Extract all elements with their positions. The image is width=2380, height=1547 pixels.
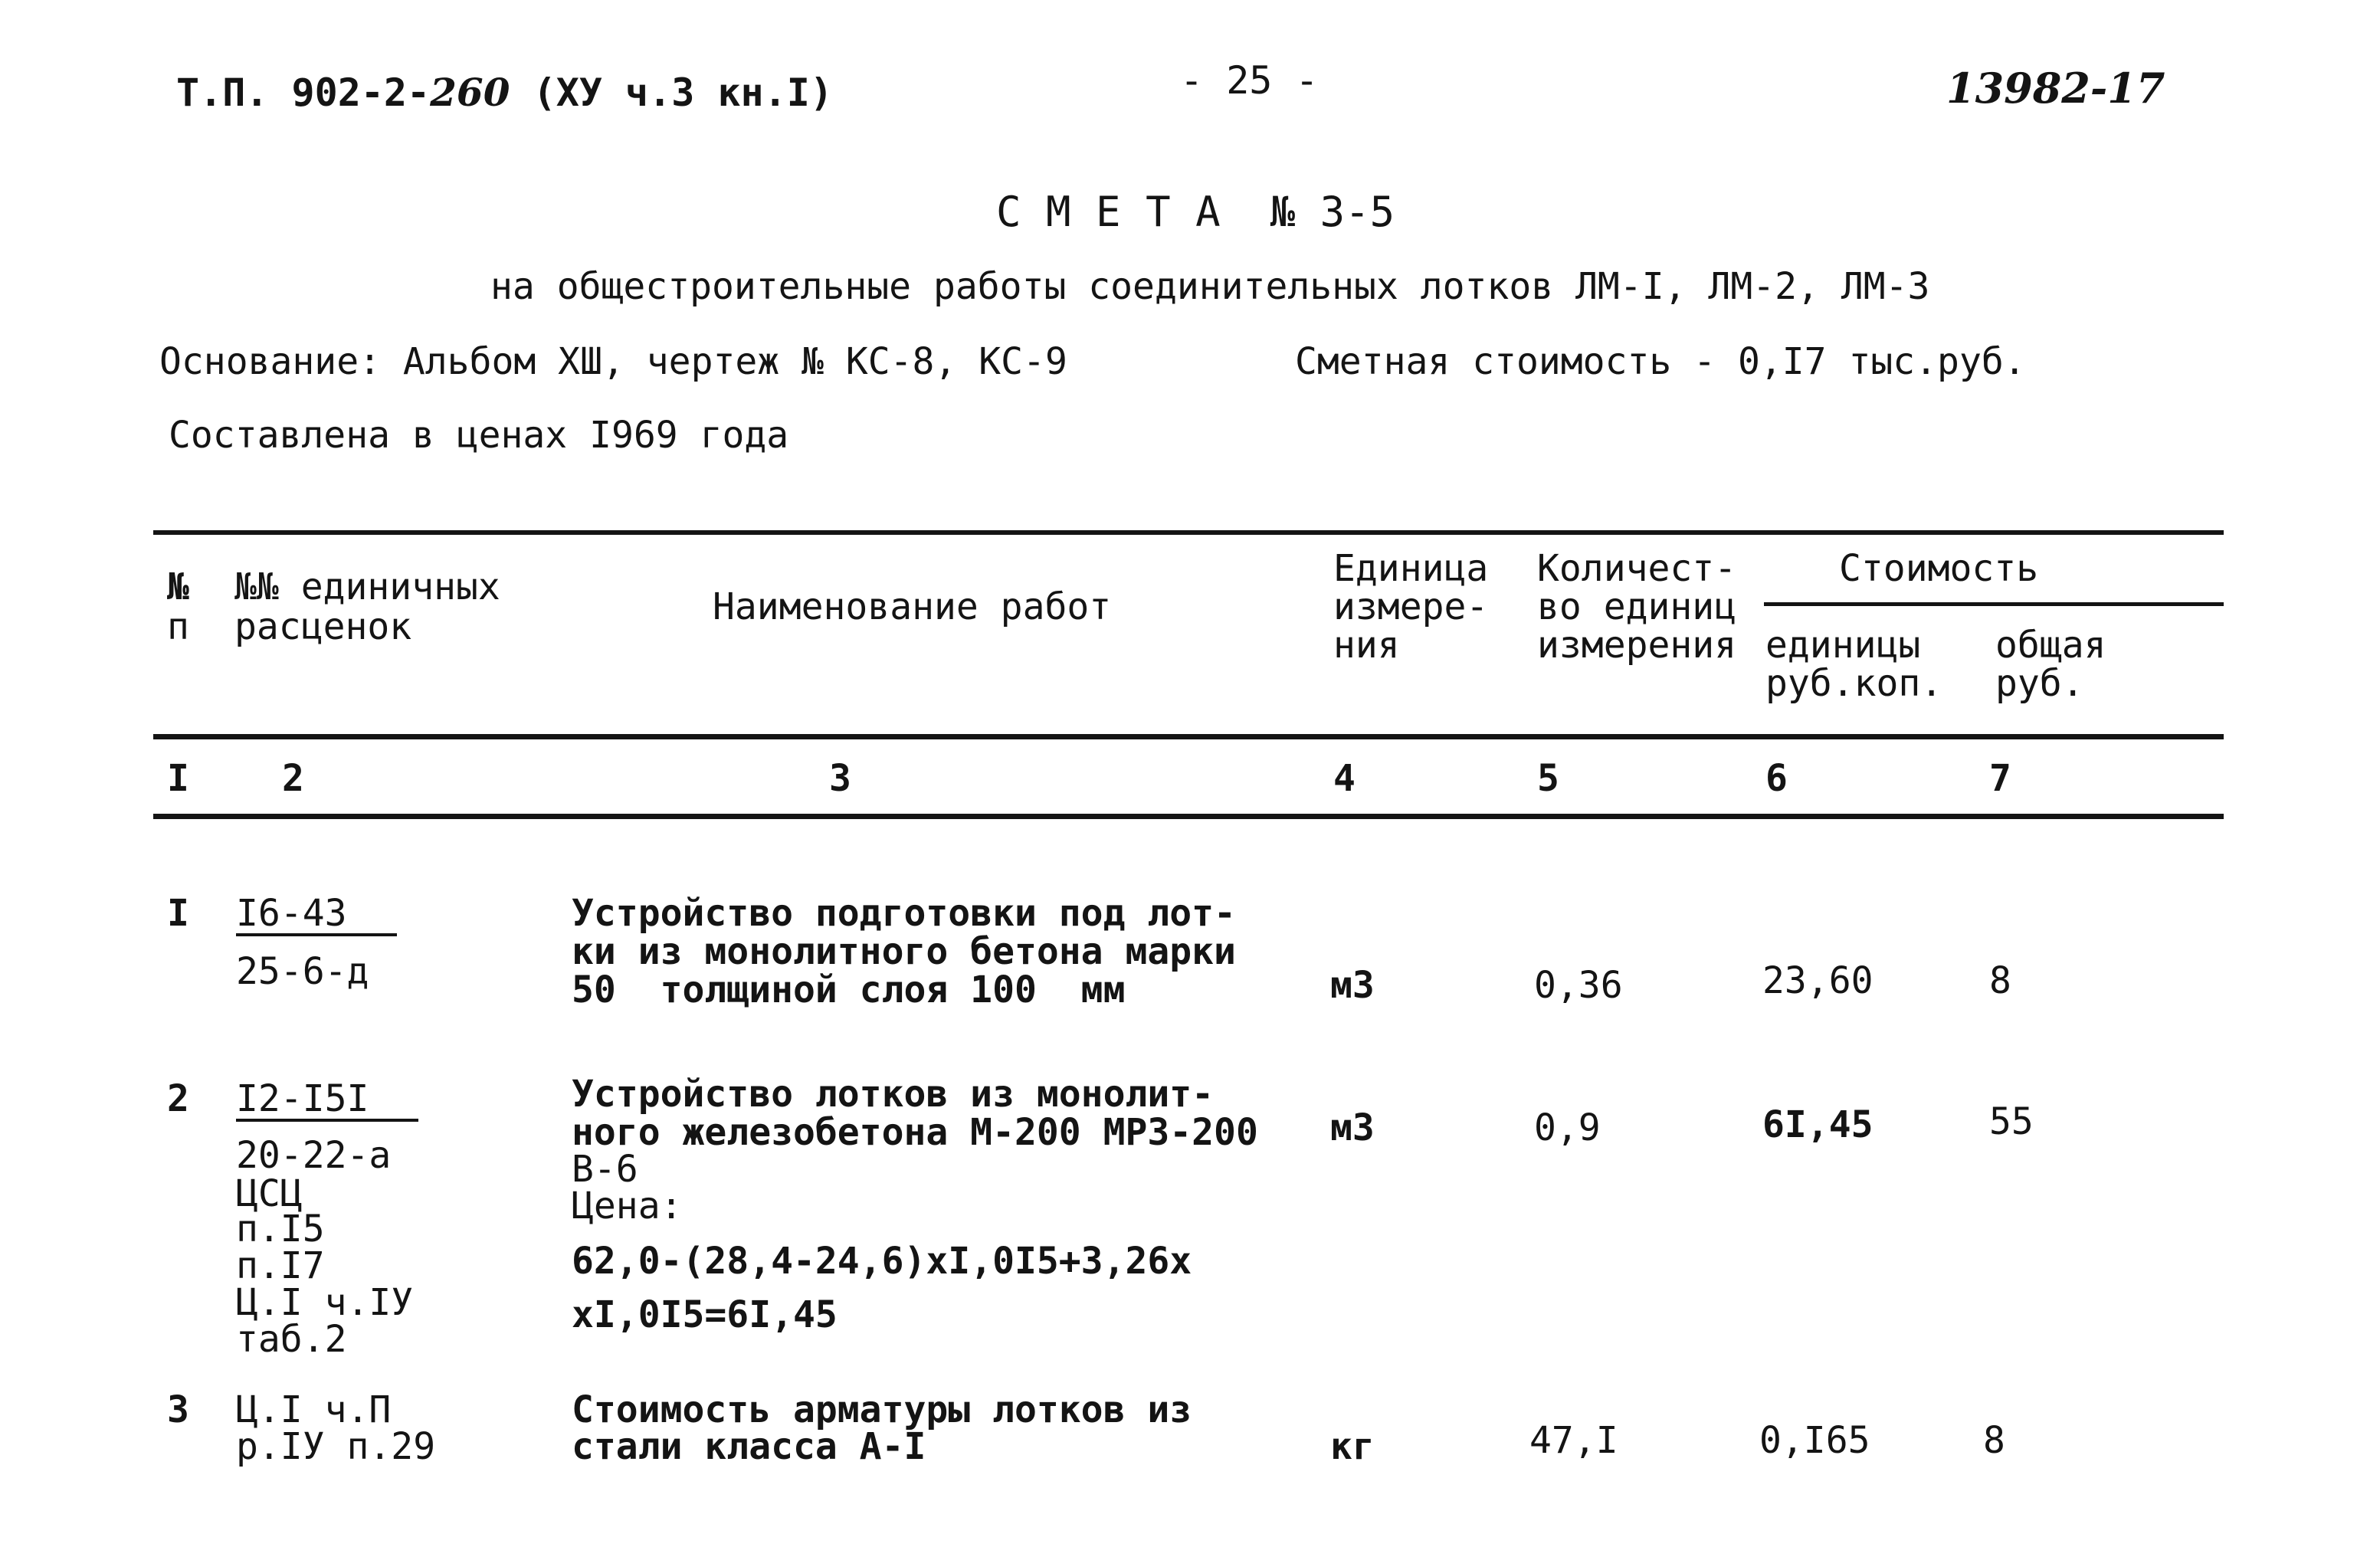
rate-code: I6-43: [236, 895, 397, 936]
rate-code: ЦСЦ: [236, 1172, 303, 1215]
column-number: 2: [282, 757, 304, 800]
document-number: 13982-17: [1946, 64, 2165, 113]
rate-code: Ц.I ч.П: [236, 1388, 392, 1431]
series-handwritten: 260: [430, 70, 510, 115]
header-codes-2: расценок: [234, 605, 412, 648]
header-quantity-3: измерения: [1537, 624, 1737, 667]
page-number: - 25 -: [1180, 58, 1319, 103]
column-number: 6: [1765, 757, 1788, 800]
series-suffix: (ХУ ч.3 кн.I): [533, 70, 833, 115]
header-unit-2: измере-: [1333, 585, 1489, 628]
column-number: 3: [829, 757, 851, 800]
header-codes: №№ единичных: [234, 565, 500, 608]
row-number: I: [167, 892, 189, 935]
work-description: В-6: [572, 1148, 638, 1191]
column-number: I: [167, 757, 189, 800]
column-number: 7: [1989, 757, 2011, 800]
header-quantity: Количест-: [1537, 547, 1737, 590]
rate-code: таб.2: [236, 1318, 347, 1361]
row-number: 2: [167, 1077, 189, 1120]
header-bottom-rule: [153, 734, 2224, 739]
estimated-cost: Сметная стоимость - 0,I7 тыс.руб.: [1295, 340, 2026, 383]
quantity-value: 0,9: [1534, 1106, 1601, 1149]
header-work-name: Наименование работ: [713, 585, 1112, 628]
row-number: 3: [167, 1388, 189, 1431]
price-formula: 62,0-(28,4-24,6)xI,0I5+3,26x: [572, 1240, 1192, 1283]
rate-code: 20-22-а: [236, 1134, 392, 1177]
document-basis: Основание: Альбом ХШ, чертеж № КС-8, КС-9: [159, 340, 1067, 383]
header-total-cost-2: руб.: [1995, 662, 2084, 705]
total-cost-value: 8: [1983, 1419, 2005, 1462]
rate-code: 25-6-д: [236, 950, 369, 993]
series-code: [176, 70, 833, 115]
work-description: Стоимость арматуры лотков из: [572, 1388, 1192, 1431]
work-description: 50 толщиной слоя 100 мм: [572, 969, 1126, 1011]
header-cost-group: Стоимость: [1839, 547, 2039, 590]
column-number: 5: [1537, 757, 1559, 800]
work-description: стали класса А-I: [572, 1425, 926, 1468]
total-cost-value: 55: [1989, 1100, 2034, 1143]
rate-code: п.I7: [236, 1244, 325, 1287]
quantity-value: 47,I: [1529, 1419, 1618, 1462]
work-description: Устройство подготовки под лот-: [572, 892, 1236, 935]
rate-code: р.IУ п.29: [236, 1425, 436, 1468]
price-label: Цена:: [572, 1185, 683, 1227]
rate-code: Ц.I ч.IУ: [236, 1281, 414, 1324]
work-description: ки из монолитного бетона марки: [572, 930, 1236, 973]
column-number-rule: [153, 814, 2224, 819]
price-formula: xI,0I5=6I,45: [572, 1293, 838, 1336]
header-quantity-2: во единиц: [1537, 585, 1737, 628]
unit-value: м3: [1330, 1106, 1375, 1149]
work-description: ного железобетона М-200 МРЗ-200: [572, 1111, 1258, 1154]
unit-cost-value: 0,I65: [1759, 1419, 1870, 1462]
document-title: С М Е Т А № 3-5: [996, 188, 1395, 236]
unit-cost-value: 23,60: [1762, 959, 1874, 1002]
unit-value: м3: [1330, 964, 1375, 1007]
unit-value: кг: [1330, 1425, 1375, 1468]
unit-cost-value: 6I,45: [1762, 1103, 1874, 1146]
header-unit: Единица: [1333, 547, 1489, 590]
header-number: №: [167, 565, 189, 608]
series-prefix: Т.П. 902-2-: [176, 70, 431, 115]
header-unit-3: ния: [1333, 624, 1400, 667]
header-unit-cost: единицы: [1765, 624, 1921, 667]
total-cost-value: 8: [1989, 959, 2011, 1002]
cost-group-rule: [1764, 602, 2224, 606]
header-total-cost: общая: [1995, 624, 2106, 667]
header-unit-cost-2: руб.коп.: [1765, 662, 1943, 705]
work-description: Устройство лотков из монолит-: [572, 1073, 1215, 1116]
rate-code: п.I5: [236, 1208, 325, 1250]
column-number: 4: [1333, 757, 1356, 800]
document-subtitle: на общестроительные работы соединительных лотков ЛМ-I, ЛМ-2, ЛМ-3: [490, 265, 1930, 308]
price-basis: Составлена в ценах I969 года: [169, 414, 789, 457]
header-number-p: п: [167, 605, 189, 648]
table-top-rule: [153, 530, 2224, 535]
rate-code: I2-I5I: [236, 1080, 418, 1122]
quantity-value: 0,36: [1534, 964, 1623, 1007]
